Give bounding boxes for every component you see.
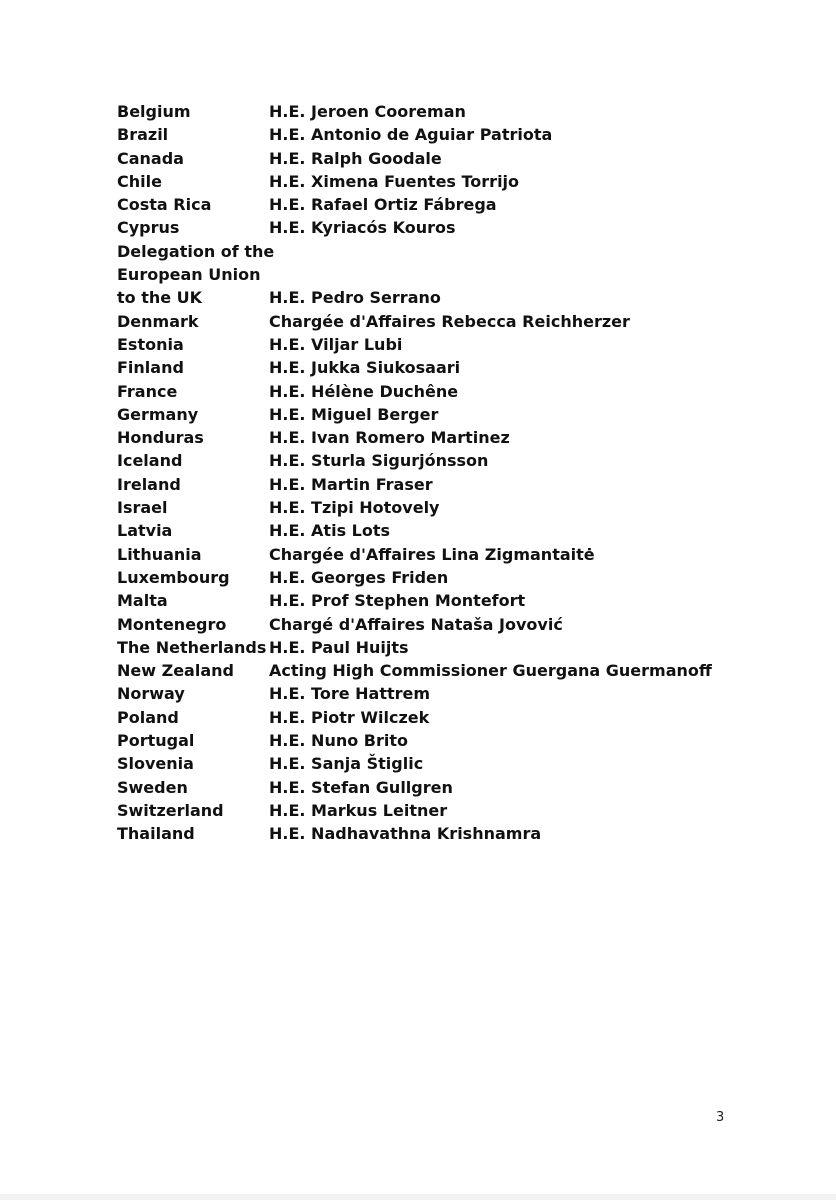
country-name: Portugal	[117, 731, 195, 751]
list-row	[117, 449, 817, 472]
representative-name: H.E. Atis Lots	[269, 521, 391, 541]
representative-name: H.E. Kyriacós Kouros	[269, 218, 456, 238]
representative-name: H.E. Ivan Romero Martinez	[269, 428, 510, 448]
list-row	[117, 636, 817, 659]
list-row	[117, 100, 817, 123]
list-row	[117, 729, 817, 752]
country-name: Iceland	[117, 451, 183, 471]
country-name: Israel	[117, 498, 168, 518]
list-row	[117, 263, 817, 286]
list-row	[117, 776, 817, 799]
list-row	[117, 682, 817, 705]
representative-name: H.E. Pedro Serrano	[269, 288, 441, 308]
representative-name: H.E. Piotr Wilczek	[269, 707, 430, 727]
list-row	[117, 589, 817, 612]
list-row	[117, 216, 817, 239]
list-row	[117, 193, 817, 216]
country-name: Belgium	[117, 102, 191, 121]
country-name: Thailand	[117, 824, 195, 844]
list-row	[117, 170, 817, 193]
country-name: Costa Rica	[117, 195, 212, 215]
country-name: Luxembourg	[117, 567, 230, 587]
list-row	[117, 473, 817, 496]
list-row	[117, 566, 817, 589]
country-name: Finland	[117, 358, 184, 378]
ambassador-list	[117, 100, 817, 846]
page-number: 3	[716, 1110, 725, 1125]
representative-name: H.E. Rafael Ortiz Fábrega	[269, 195, 497, 215]
representative-name: H.E. Stefan Gullgren	[269, 777, 453, 797]
representative-name: H.E. Viljar Lubi	[269, 334, 403, 354]
list-row	[117, 613, 817, 636]
page-bottom-edge	[0, 1194, 836, 1200]
list-row	[117, 380, 817, 403]
representative-name: Chargé d'Affaires Nataša Jovović	[269, 614, 563, 634]
list-row	[117, 799, 817, 822]
country-name: Lithuania	[117, 544, 202, 564]
list-row	[117, 706, 817, 729]
country-name: to the UK	[117, 288, 203, 308]
country-name: France	[117, 381, 178, 401]
representative-name: H.E. Antonio de Aguiar Patriota	[269, 125, 553, 145]
representative-name: H.E. Jukka Siukosaari	[269, 358, 461, 378]
representative-name: H.E. Tzipi Hotovely	[269, 498, 440, 518]
list-row	[117, 496, 817, 519]
representative-name: H.E. Tore Hattrem	[269, 684, 431, 704]
country-name: Switzerland	[117, 800, 224, 820]
country-name: Norway	[117, 684, 185, 704]
country-name: Brazil	[117, 125, 169, 145]
representative-name: H.E. Markus Leitner	[269, 800, 448, 820]
country-name: Slovenia	[117, 754, 194, 774]
list-row	[117, 403, 817, 426]
list-row	[117, 147, 817, 170]
country-name: Delegation of the	[117, 241, 275, 261]
list-row	[117, 752, 817, 775]
country-name: Cyprus	[117, 218, 180, 238]
representative-name: H.E. Jeroen Cooreman	[269, 102, 466, 121]
list-row	[117, 240, 817, 263]
list-row	[117, 519, 817, 542]
list-row	[117, 822, 817, 845]
representative-name: Chargée d'Affaires Rebecca Reichherzer	[269, 311, 630, 331]
representative-name: H.E. Ralph Goodale	[269, 148, 442, 168]
representative-name: H.E. Nadhavathna Krishnamra	[269, 824, 542, 844]
country-name: Estonia	[117, 334, 184, 354]
representative-name: H.E. Paul Huijts	[269, 637, 409, 657]
list-row	[117, 333, 817, 356]
representative-name: H.E. Martin Fraser	[269, 474, 433, 494]
list-row	[117, 123, 817, 146]
country-name: Montenegro	[117, 614, 227, 634]
country-name: New Zealand	[117, 661, 234, 681]
country-name: Chile	[117, 171, 162, 191]
country-name: Poland	[117, 707, 179, 727]
country-name: Sweden	[117, 777, 188, 797]
representative-name: Acting High Commissioner Guergana Guermanoff	[269, 661, 712, 681]
representative-name: H.E. Miguel Berger	[269, 404, 439, 424]
country-name: Denmark	[117, 311, 199, 331]
list-row	[117, 543, 817, 566]
list-row	[117, 426, 817, 449]
country-name: Latvia	[117, 521, 173, 541]
list-row	[117, 310, 817, 333]
representative-name: Chargée d'Affaires Lina Zigmantaitė	[269, 544, 595, 564]
country-name: Honduras	[117, 428, 204, 448]
representative-name: H.E. Sanja Štiglic	[269, 754, 424, 774]
representative-name: H.E. Georges Friden	[269, 567, 449, 587]
list-row	[117, 659, 817, 682]
representative-name: H.E. Prof Stephen Montefort	[269, 591, 526, 611]
country-name: Ireland	[117, 474, 181, 494]
country-name: The Netherlands	[117, 637, 267, 657]
representative-name: H.E. Nuno Brito	[269, 731, 408, 751]
country-name: European Union	[117, 265, 261, 285]
country-name: Malta	[117, 591, 168, 611]
list-row	[117, 356, 817, 379]
country-name: Germany	[117, 404, 199, 424]
representative-name: H.E. Hélène Duchêne	[269, 381, 459, 401]
list-row	[117, 286, 817, 309]
country-name: Canada	[117, 148, 184, 168]
representative-name: H.E. Ximena Fuentes Torrijo	[269, 171, 520, 191]
representative-name: H.E. Sturla Sigurjónsson	[269, 451, 489, 471]
